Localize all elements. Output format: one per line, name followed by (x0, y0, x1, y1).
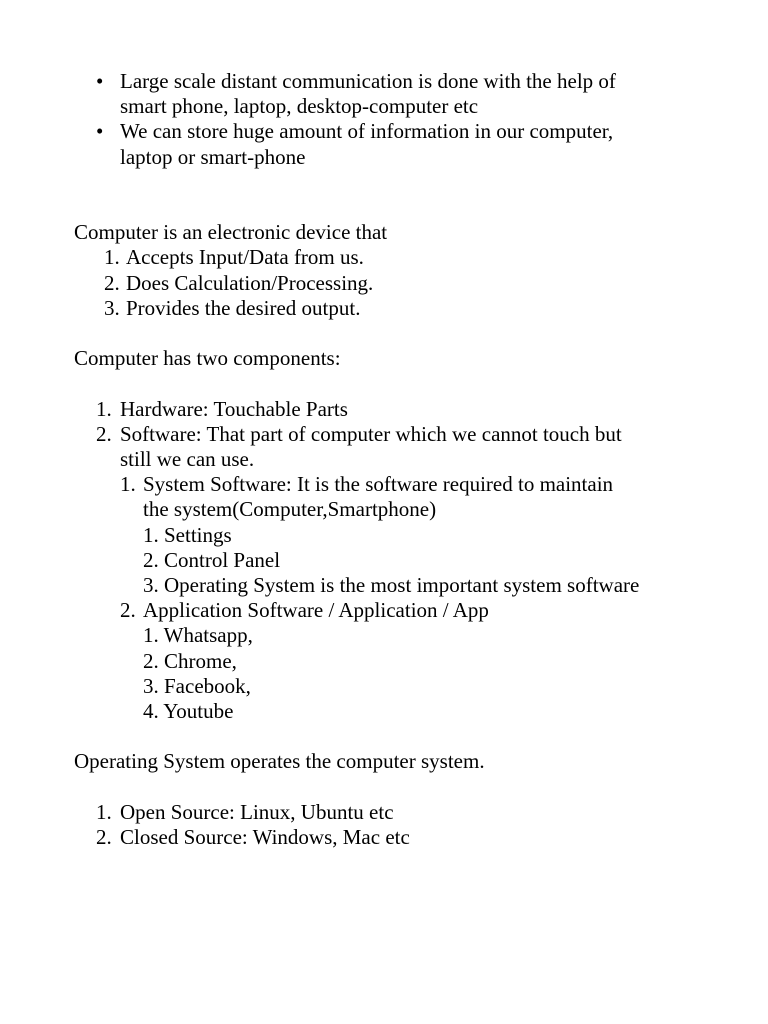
list-item (74, 800, 714, 825)
list-item-text: Application Software / Application / App (143, 598, 489, 623)
list-item (143, 548, 714, 573)
list-number: 2. (96, 825, 112, 850)
components-heading: Computer has two components: (74, 346, 341, 371)
list-number: 1. (143, 623, 164, 648)
bullet-list (74, 69, 714, 170)
bullet-line: smart phone, laptop, desktop-computer etc (120, 94, 479, 119)
list-item-text: Chrome, (164, 648, 237, 673)
bullet-marker: • (96, 69, 104, 93)
list-item-text: Whatsapp, (163, 623, 253, 648)
list-number: 3. (104, 295, 120, 320)
list-item-text: the system(Computer,Smartphone) (143, 497, 437, 522)
spacer (74, 724, 714, 749)
spacer (74, 775, 714, 800)
list-number: 2. (143, 547, 164, 572)
list-item-text: Hardware: Touchable Parts (120, 396, 348, 421)
list-item (74, 825, 714, 850)
list-item-system-software (120, 472, 714, 598)
list-item (143, 573, 714, 598)
list-number: 2. (120, 598, 136, 623)
spacer (74, 170, 714, 220)
list-number: 1. (96, 396, 112, 421)
list-item-text: Accepts Input/Data from us. (126, 245, 364, 270)
list-number: 2. (143, 648, 164, 673)
list-item-text: Settings (164, 522, 232, 547)
spacer (74, 371, 714, 396)
bullet-marker: • (96, 119, 104, 144)
list-number: 4. (143, 699, 164, 724)
list-item (143, 523, 714, 548)
spacer (74, 321, 714, 346)
list-item-text: System Software: It is the software required to maintain (143, 472, 614, 497)
list-number: 1. (96, 799, 112, 824)
list-item-text: Control Panel (164, 547, 281, 572)
intro-paragraph: Computer is an electronic device that (74, 220, 388, 245)
list-item-text: Software: That part of computer which we cannot touch but (120, 421, 622, 446)
list-item-text: Closed Source: Windows, Mac etc (120, 825, 410, 850)
list-item-text: Operating System is the most important system software (164, 573, 640, 598)
list-item (74, 296, 714, 321)
bullet-item (74, 69, 714, 119)
list-item-text: Open Source: Linux, Ubuntu etc (120, 799, 394, 824)
list-item-software (74, 422, 714, 724)
list-number: 3. (143, 673, 164, 698)
bullet-line: Large scale distant communication is done with the help of (120, 69, 616, 93)
bullet-item (74, 119, 714, 169)
components-list (74, 397, 714, 725)
list-item-hardware (74, 397, 714, 422)
list-item-text: Facebook, (164, 673, 251, 698)
os-list (74, 800, 714, 850)
bullet-line: We can store huge amount of information in our computer, (120, 119, 614, 144)
list-item (143, 623, 714, 648)
list-item (74, 271, 714, 296)
list-item-text: Does Calculation/Processing. (126, 270, 374, 295)
list-item-application-software (120, 598, 714, 724)
list-number: 2. (96, 421, 112, 446)
list-item (143, 649, 714, 674)
list-item-text: still we can use. (120, 447, 255, 471)
list-item-text: Youtube (163, 699, 234, 724)
list-item-text: Provides the desired output. (126, 295, 361, 320)
list-number: 1. (143, 522, 164, 547)
list-number: 3. (143, 573, 164, 598)
list-number: 2. (104, 270, 120, 295)
list-number: 1. (104, 245, 120, 270)
list-number: 1. (120, 472, 136, 497)
list-item (143, 674, 714, 699)
os-paragraph: Operating System operates the computer system. (74, 749, 485, 774)
document-page (74, 69, 714, 850)
bullet-line: laptop or smart-phone (120, 144, 306, 169)
list-item (143, 699, 714, 724)
intro-list (74, 245, 714, 321)
list-item (74, 245, 714, 270)
